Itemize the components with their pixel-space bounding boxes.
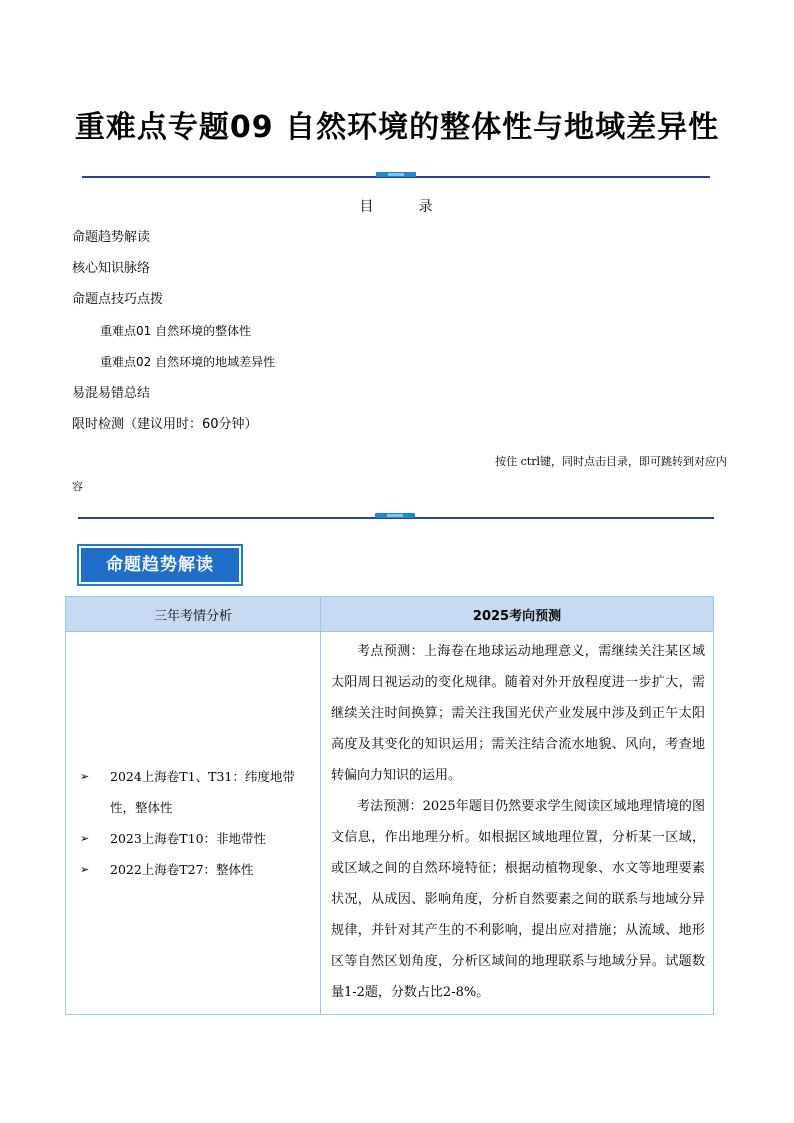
arrow-bullet-icon: ➢ bbox=[80, 770, 90, 783]
toc-note: 按住 ctrl键，同时点击目录，即可跳转到对应内 bbox=[495, 455, 727, 468]
toc-link-trend[interactable]: 命题趋势解读 bbox=[72, 230, 151, 245]
section-badge bbox=[77, 544, 243, 586]
toc-link-knowledge[interactable]: 核心知识脉络 bbox=[72, 261, 151, 276]
toc-heading-left: 目 bbox=[359, 199, 376, 215]
analysis-item: 2022上海卷T27：整体性 bbox=[110, 862, 254, 877]
toc-link-point-01[interactable]: 重难点01 自然环境的整体性 bbox=[100, 324, 252, 338]
toc-link-point-02[interactable]: 重难点02 自然环境的地域差异性 bbox=[100, 355, 276, 369]
list-item bbox=[80, 823, 312, 854]
page-title: 重难点专题09 自然环境的整体性与地域差异性 bbox=[74, 110, 720, 145]
table-header-analysis: 三年考情分析 bbox=[66, 597, 321, 632]
forecast-paragraph-methods: 考法预测：2025年题目仍然要求学生阅读区域地理情境的图文信息，作出地理分析。如根据区域地理位置，分析某一区域，或区域之间的自然环境特征；根据动植物现象、水文等地理要素状况，从成因、影响角度，分析自然要素之间的联系与地域分异规律，并针对其产生的不利影响，提出应对措施；从流域、地形区等自然区划角度，分析区域间的地理联系与地域分异。试题数量1-2题，分数占比2-8%。 bbox=[331, 799, 705, 1000]
toc-note-tail: 容 bbox=[72, 480, 83, 493]
table-header-forecast: 2025考向预测 bbox=[321, 597, 714, 632]
arrow-bullet-icon: ➢ bbox=[80, 832, 90, 845]
forecast-cell bbox=[321, 632, 714, 1015]
analysis-item: 2023上海卷T10：非地带性 bbox=[110, 831, 267, 846]
toc-heading-right: 录 bbox=[418, 199, 435, 215]
forecast-paragraph-points: 考点预测：上海卷在地球运动地理意义，需继续关注某区域太阳周日视运动的变化规律。随着对外开放程度进一步扩大，需继续关注时间换算；需关注我国光伏产业发展中涉及到正午太阳高度及其变化的知识运用；需关注结合流水地貌、风向，考查地转偏向力知识的运用。 bbox=[331, 644, 705, 783]
toc-link-mistakes[interactable]: 易混易错总结 bbox=[72, 386, 151, 401]
toc-link-skills[interactable]: 命题点技巧点拨 bbox=[72, 292, 164, 307]
toc-link-test[interactable]: 限时检测（建议用时：60分钟） bbox=[72, 417, 258, 432]
list-item bbox=[80, 854, 312, 885]
toc-heading bbox=[0, 196, 794, 216]
arrow-bullet-icon: ➢ bbox=[80, 863, 90, 876]
section-badge-label: 命题趋势解读 bbox=[81, 548, 239, 582]
divider-tab bbox=[375, 513, 415, 518]
trend-table bbox=[65, 596, 714, 1015]
analysis-cell bbox=[66, 632, 321, 1015]
list-item bbox=[80, 761, 312, 823]
analysis-item: 2024上海卷T1、T31：纬度地带性，整体性 bbox=[110, 769, 295, 815]
divider-tab bbox=[376, 172, 416, 177]
